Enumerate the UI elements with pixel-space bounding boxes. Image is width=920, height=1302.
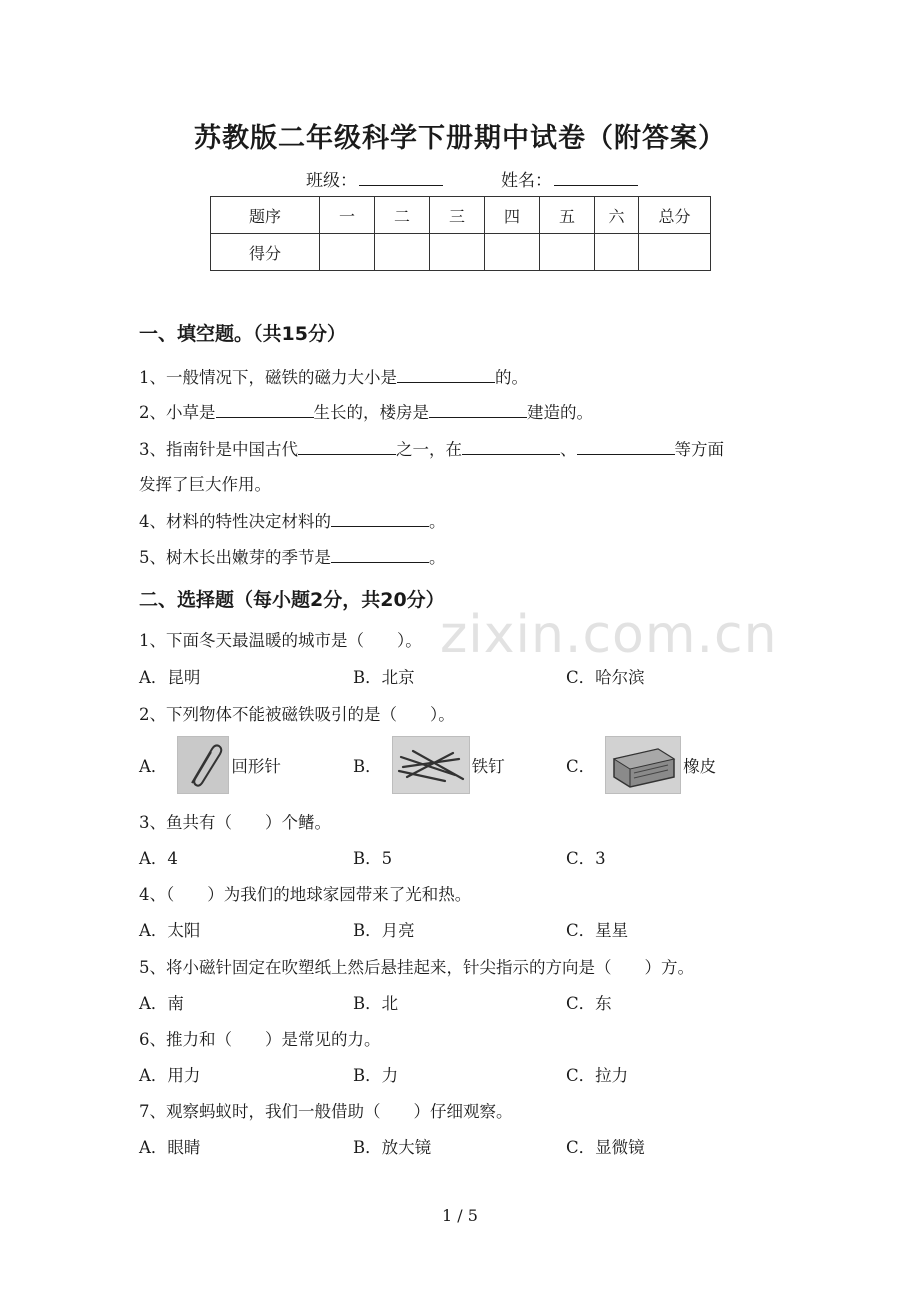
answer-blank[interactable] xyxy=(216,403,314,418)
choice-question-1: 1、下面冬天最温暖的城市是（ ）。 xyxy=(139,631,422,650)
answer-blank[interactable] xyxy=(397,368,495,383)
class-name-line xyxy=(306,166,638,191)
score-cell[interactable] xyxy=(375,234,430,271)
option-b[interactable]: B．北 xyxy=(353,994,399,1013)
answer-blank[interactable] xyxy=(577,440,675,455)
option-letter: A． xyxy=(139,757,168,776)
question-text: 的。 xyxy=(495,368,528,387)
score-cell[interactable] xyxy=(485,234,540,271)
class-label: 班级： xyxy=(306,171,357,191)
option-c[interactable] xyxy=(566,736,716,794)
answer-blank[interactable] xyxy=(429,403,527,418)
option-a[interactable]: A．昆明 xyxy=(139,668,201,687)
fill-question-3 xyxy=(139,436,724,460)
score-header-cell: 四 xyxy=(485,197,540,234)
option-a[interactable]: A．4 xyxy=(139,849,178,868)
option-c[interactable]: C．星星 xyxy=(566,921,629,940)
option-letter: B． xyxy=(353,757,382,776)
option-c[interactable]: C．拉力 xyxy=(566,1066,629,1085)
score-table xyxy=(210,196,711,271)
fill-question-3-continued: 发挥了巨大作用。 xyxy=(139,475,271,494)
question-text: 生长的，楼房是 xyxy=(313,403,429,422)
option-c[interactable]: C．哈尔滨 xyxy=(566,668,645,687)
option-b[interactable]: B．力 xyxy=(353,1066,399,1085)
answer-blank[interactable] xyxy=(331,512,429,527)
option-label: 铁钉 xyxy=(471,757,505,776)
section1-heading: 一、填空题。（共15分） xyxy=(139,323,346,345)
option-c[interactable]: C．3 xyxy=(566,849,606,868)
answer-blank[interactable] xyxy=(298,440,396,455)
option-b[interactable]: B．北京 xyxy=(353,668,415,687)
option-a[interactable] xyxy=(139,736,281,794)
page-number: 1 / 5 xyxy=(442,1206,478,1225)
option-c[interactable]: C．显微镜 xyxy=(566,1138,645,1157)
score-cell[interactable] xyxy=(430,234,485,271)
score-cell[interactable] xyxy=(320,234,375,271)
choice-question-4: 4、（ ）为我们的地球家园带来了光和热。 xyxy=(139,885,472,904)
option-label: 回形针 xyxy=(231,757,281,776)
score-header-cell: 三 xyxy=(430,197,485,234)
score-cell[interactable] xyxy=(595,234,639,271)
question-text: 2、小草是 xyxy=(139,403,216,422)
section2-heading: 二、选择题（每小题2分，共20分） xyxy=(139,589,445,611)
option-label: 橡皮 xyxy=(683,757,717,776)
fill-question-2 xyxy=(139,399,593,423)
question-text: 之一，在 xyxy=(396,440,462,459)
answer-blank[interactable] xyxy=(462,440,560,455)
question-text: 1、一般情况下，磁铁的磁力大小是 xyxy=(139,368,397,387)
choice-question-5: 5、将小磁针固定在吹塑纸上然后悬挂起来，针尖指示的方向是（ ）方。 xyxy=(139,958,694,977)
choice-question-6: 6、推力和（ ）是常见的力。 xyxy=(139,1030,381,1049)
score-table-score-row xyxy=(211,234,711,271)
name-blank[interactable] xyxy=(554,169,638,186)
score-header-cell: 总分 xyxy=(639,197,711,234)
choice-question-3: 3、鱼共有（ ）个鳍。 xyxy=(139,813,331,832)
fill-question-1 xyxy=(139,364,528,388)
choice-question-7: 7、观察蚂蚁时，我们一般借助（ ）仔细观察。 xyxy=(139,1102,513,1121)
question-text: 。 xyxy=(429,512,446,531)
page-title: 苏教版二年级科学下册期中试卷（附答案） xyxy=(194,123,726,154)
fill-question-4 xyxy=(139,508,446,532)
score-header-cell: 六 xyxy=(595,197,639,234)
question-text: 。 xyxy=(429,548,446,567)
answer-blank[interactable] xyxy=(331,548,429,563)
option-letter: C． xyxy=(566,757,596,776)
question-text: 等方面 xyxy=(674,440,724,459)
score-cell[interactable] xyxy=(540,234,595,271)
option-a[interactable]: A．眼睛 xyxy=(139,1138,201,1157)
watermark: zixin.com.cn xyxy=(440,605,778,665)
option-a[interactable]: A．太阳 xyxy=(139,921,201,940)
score-header-cell: 二 xyxy=(375,197,430,234)
option-b[interactable]: B．月亮 xyxy=(353,921,415,940)
score-cell[interactable] xyxy=(639,234,711,271)
option-b[interactable]: B．5 xyxy=(353,849,393,868)
score-header-cell: 一 xyxy=(320,197,375,234)
option-a[interactable]: A．南 xyxy=(139,994,184,1013)
score-row-label: 得分 xyxy=(211,234,320,271)
option-b[interactable] xyxy=(353,736,505,794)
option-a[interactable]: A．用力 xyxy=(139,1066,201,1085)
choice-question-2: 2、下列物体不能被磁铁吸引的是（ ）。 xyxy=(139,705,455,724)
score-header-cell: 题序 xyxy=(211,197,320,234)
question-text: 、 xyxy=(560,440,577,459)
question-text: 3、指南针是中国古代 xyxy=(139,440,298,459)
question-text: 4、材料的特性决定材料的 xyxy=(139,512,331,531)
fill-question-5 xyxy=(139,544,446,568)
class-blank[interactable] xyxy=(359,169,443,186)
eraser-icon xyxy=(605,736,681,794)
question-text: 建造的。 xyxy=(527,403,593,422)
question-text: 5、树木长出嫩芽的季节是 xyxy=(139,548,331,567)
nails-icon xyxy=(392,736,470,794)
option-b[interactable]: B．放大镜 xyxy=(353,1138,432,1157)
paperclip-icon xyxy=(177,736,229,794)
score-header-cell: 五 xyxy=(540,197,595,234)
score-table-header-row xyxy=(211,197,711,234)
option-c[interactable]: C．东 xyxy=(566,994,612,1013)
name-label: 姓名： xyxy=(501,171,552,191)
